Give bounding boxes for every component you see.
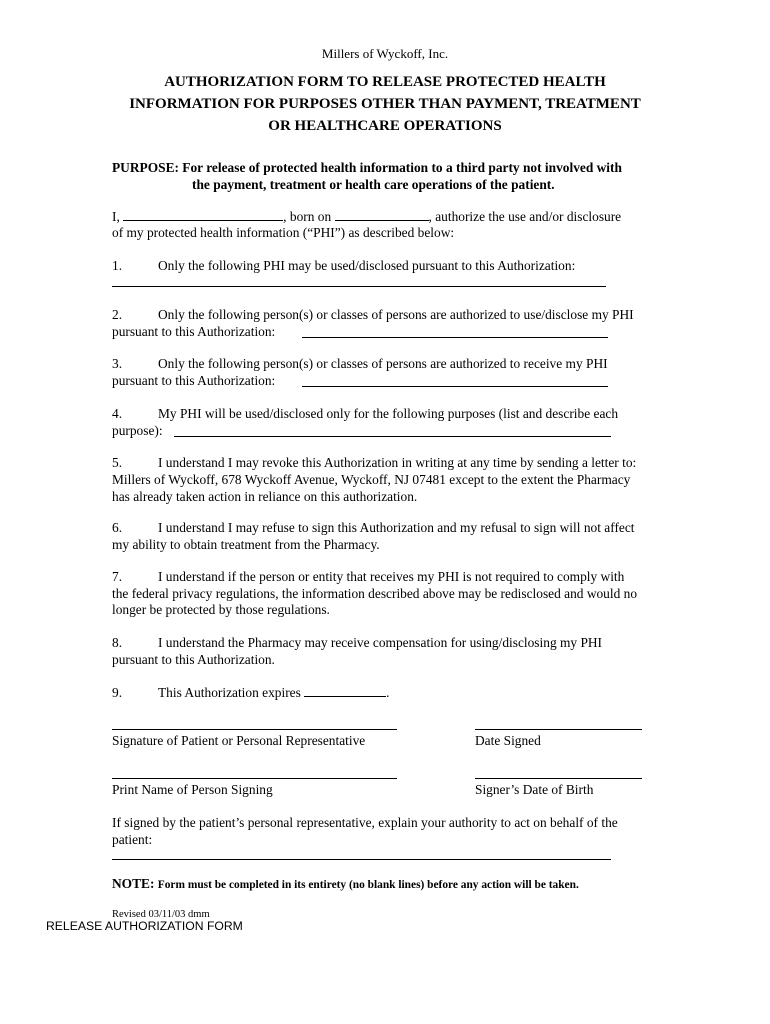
signer-dob-line[interactable] xyxy=(475,778,642,779)
item-number: 4. xyxy=(112,406,123,421)
intro-line-2: of my protected health information (“PHI”) as described below: xyxy=(112,225,455,240)
representative-line-2: patient: xyxy=(112,832,153,847)
item-text: My PHI will be used/disclosed only for the following purposes (list and describe each xyxy=(158,406,619,421)
item-number: 7. xyxy=(112,569,123,584)
item-9-period: . xyxy=(386,685,390,700)
item-9 xyxy=(112,684,390,702)
item-2-blank[interactable] xyxy=(302,337,608,338)
note-label: NOTE: xyxy=(112,876,155,891)
signature-label: Signature of Patient or Personal Representative xyxy=(112,733,366,748)
patient-name-blank[interactable] xyxy=(123,208,283,221)
signature-line[interactable] xyxy=(112,729,397,730)
print-name-line[interactable] xyxy=(112,778,397,779)
birth-date-blank[interactable] xyxy=(335,208,429,221)
item-4-blank[interactable] xyxy=(174,436,611,437)
note xyxy=(112,876,579,892)
item-number: 6. xyxy=(112,520,123,535)
item-4-line-2: purpose): xyxy=(112,423,163,438)
item-text: I understand I may refuse to sign this Authorization and my refusal to sign will not affect xyxy=(158,520,635,535)
title-line: INFORMATION FOR PURPOSES OTHER THAN PAYMENT, TREATMENT xyxy=(129,96,641,112)
item-number: 3. xyxy=(112,356,123,371)
item-3 xyxy=(112,356,608,373)
item-number: 8. xyxy=(112,635,123,650)
print-name-label: Print Name of Person Signing xyxy=(112,782,273,797)
item-5-line-2: Millers of Wyckoff, 678 Wyckoff Avenue, Wyckoff, NJ 07481 except to the extent the Pharmacy xyxy=(112,472,631,487)
item-number: 1. xyxy=(112,258,123,273)
item-text: Only the following person(s) or classes of persons are authorized to receive my PHI xyxy=(158,356,608,371)
item-7-line-3: longer be protected by those regulations. xyxy=(112,602,330,617)
signer-dob-label: Signer’s Date of Birth xyxy=(475,782,594,797)
item-text: I understand if the person or entity that receives my PHI is not required to comply with xyxy=(158,569,625,584)
item-4 xyxy=(112,406,618,423)
item-5 xyxy=(112,455,636,472)
item-1-blank[interactable] xyxy=(112,286,606,287)
item-3-blank[interactable] xyxy=(302,386,608,387)
representative-blank[interactable] xyxy=(112,859,611,860)
expiration-blank[interactable] xyxy=(304,684,386,697)
form-title xyxy=(0,71,770,137)
item-7-line-2: the federal privacy regulations, the information described above may be redisclosed and would no xyxy=(112,586,638,601)
item-text: Only the following person(s) or classes of persons are authorized to use/disclose my PHI xyxy=(158,307,634,322)
item-text: Only the following PHI may be used/disclosed pursuant to this Authorization: xyxy=(158,258,576,273)
item-text: I understand I may revoke this Authorization in writing at any time by sending a letter to: xyxy=(158,455,637,470)
item-7 xyxy=(112,569,624,586)
date-signed-line[interactable] xyxy=(475,729,642,730)
title-line: AUTHORIZATION FORM TO RELEASE PROTECTED HEALTH xyxy=(164,74,606,90)
item-2-line-2: pursuant to this Authorization: xyxy=(112,324,276,339)
purpose-line-1: PURPOSE: For release of protected health information to a third party not involved with xyxy=(112,160,622,175)
purpose-line-2: the payment, treatment or health care operations of the patient. xyxy=(192,177,555,192)
item-text: This Authorization expires xyxy=(158,685,301,700)
intro-born-on: , born on xyxy=(283,209,332,224)
item-6-line-2: my ability to obtain treatment from the Pharmacy. xyxy=(112,537,380,552)
intro-authorize: , authorize the use and/or disclosure xyxy=(428,209,622,224)
item-number: 2. xyxy=(112,307,123,322)
item-number: 5. xyxy=(112,455,123,470)
item-1 xyxy=(112,258,575,275)
date-signed-label: Date Signed xyxy=(475,733,541,748)
intro-line-1 xyxy=(112,208,621,226)
item-5-line-3: has already taken action in reliance on this authorization. xyxy=(112,489,418,504)
item-6 xyxy=(112,520,635,537)
revision-date: Revised 03/11/03 dmm xyxy=(112,909,210,920)
representative-line-1: If signed by the patient’s personal representative, explain your authority to act on behalf of the xyxy=(112,815,618,830)
item-3-line-2: pursuant to this Authorization: xyxy=(112,373,276,388)
item-8-line-2: pursuant to this Authorization. xyxy=(112,652,275,667)
title-line: OR HEALTHCARE OPERATIONS xyxy=(268,118,502,134)
item-number: 9. xyxy=(112,685,123,700)
form-name-footer: RELEASE AUTHORIZATION FORM xyxy=(46,919,243,933)
note-text: Form must be completed in its entirety (no blank lines) before any action will be taken. xyxy=(157,879,579,891)
company-name: Millers of Wyckoff, Inc. xyxy=(321,46,449,61)
item-2 xyxy=(112,307,634,324)
intro-i: I, xyxy=(112,209,120,224)
item-text: I understand the Pharmacy may receive compensation for using/disclosing my PHI xyxy=(158,635,603,650)
item-8 xyxy=(112,635,602,652)
